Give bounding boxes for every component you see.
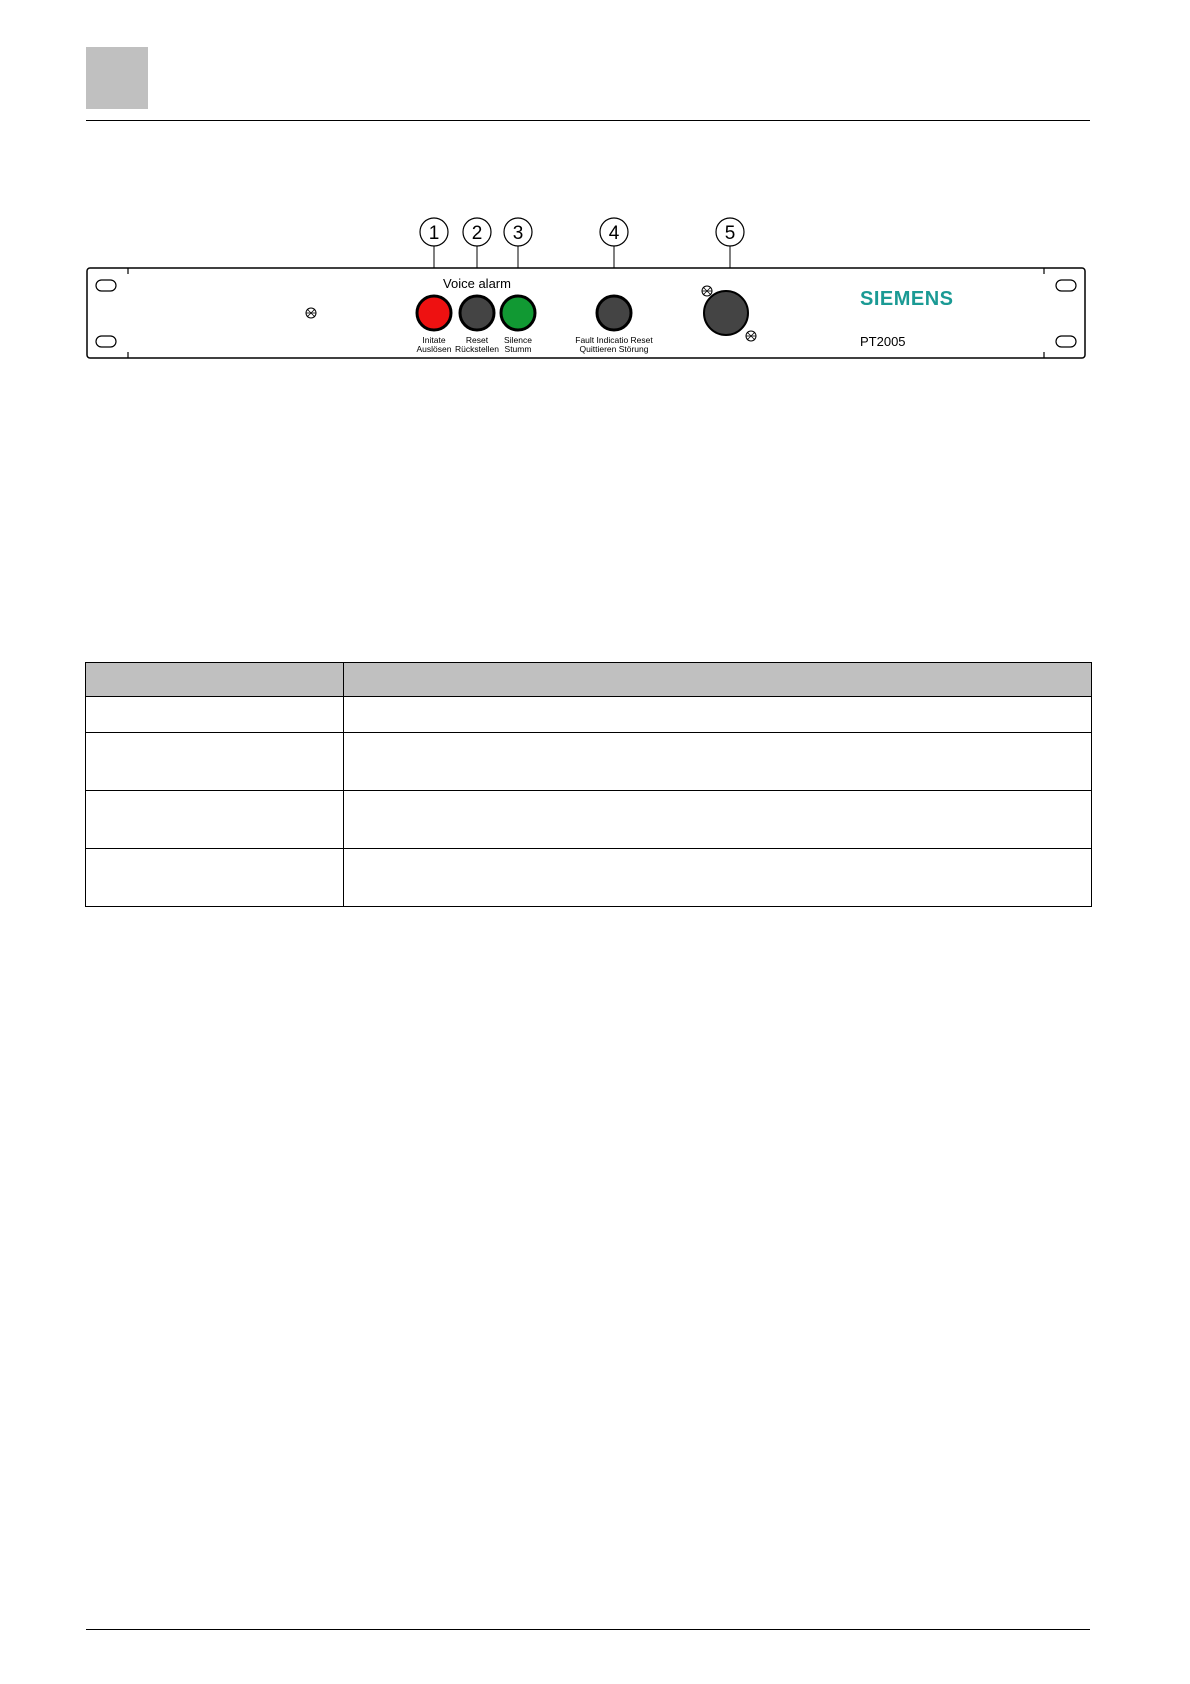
- screw-icon: [702, 286, 712, 296]
- screw-icon: [746, 331, 756, 341]
- table-cell: [344, 697, 1092, 733]
- silence-label-en: Silence: [504, 335, 532, 345]
- fault-reset-label-en: Fault Indicatio Reset: [575, 335, 653, 345]
- table-row: [86, 849, 1092, 907]
- callout-4-label: 4: [608, 223, 620, 244]
- reset-button: [460, 296, 494, 330]
- table-row: [86, 791, 1092, 849]
- table-header-cell: [344, 663, 1092, 697]
- info-table: [85, 662, 1092, 907]
- table-cell: [344, 733, 1092, 791]
- front-panel-figure: [80, 210, 1095, 370]
- reset-label-en: Reset: [465, 335, 489, 345]
- mount-slot-top-right: [1056, 280, 1076, 291]
- silence-button: [501, 296, 535, 330]
- mount-slot-top-left: [96, 280, 116, 291]
- fault-reset-label-de: Quittieren Störung: [579, 344, 649, 354]
- footer-rule: [86, 1629, 1090, 1630]
- table-cell: [86, 697, 344, 733]
- callout-3-label: 3: [512, 223, 524, 244]
- table-cell: [344, 791, 1092, 849]
- initiate-label-de: Auslösen: [416, 344, 452, 354]
- chapter-marker: [86, 47, 148, 109]
- mount-slot-bottom-left: [96, 336, 116, 347]
- table-row: [86, 697, 1092, 733]
- model-label: PT2005: [860, 334, 906, 349]
- header-rule: [86, 120, 1090, 121]
- table-cell: [86, 791, 344, 849]
- table-header-cell: [86, 663, 344, 697]
- callout-2-label: 2: [471, 223, 483, 244]
- microphone-socket: [704, 291, 748, 335]
- mount-slot-bottom-right: [1056, 336, 1076, 347]
- silence-label-de: Stumm: [504, 344, 532, 354]
- table-cell: [86, 849, 344, 907]
- screw-icon: [306, 308, 316, 318]
- initiate-button: [417, 296, 451, 330]
- table-cell: [344, 849, 1092, 907]
- table-row: [86, 733, 1092, 791]
- fault-reset-button: [597, 296, 631, 330]
- callout-5-label: 5: [724, 223, 736, 244]
- callout-1-label: 1: [428, 223, 440, 244]
- table-cell: [86, 733, 344, 791]
- table-header-row: [86, 663, 1092, 697]
- brand-logo: SIEMENS: [860, 288, 954, 310]
- reset-label-de: Rückstellen: [455, 344, 499, 354]
- initiate-label-en: Initate: [422, 335, 446, 345]
- panel-title: Voice alarm: [443, 276, 511, 291]
